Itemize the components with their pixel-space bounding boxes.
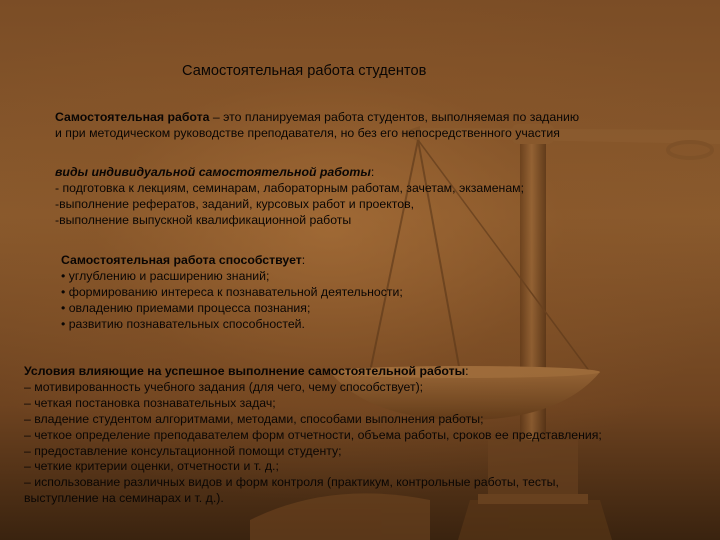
conditions-item: выступление на семинарах и т. д.).: [24, 491, 224, 506]
conditions-item: – четкое определение преподавателем форм отчетности, объема работы, сроков ее представления;: [24, 427, 602, 442]
definition-text-2: и при методическом руководстве преподавателя, но без его непосредственного участия: [55, 125, 560, 140]
conditions-item: – использование различных видов и форм контроля (практикум, контрольные работы, тесты,: [24, 475, 559, 490]
conditions-item: – мотивированность учебного задания (для чего, чему способствует);: [24, 379, 424, 394]
promotes-heading-line: [61, 253, 403, 269]
promotes-item: • развитию познавательных способностей.: [61, 316, 305, 331]
types-item: -выполнение выпускной квалификационной работы: [55, 212, 352, 227]
definition-block: [55, 110, 579, 142]
conditions-heading: Условия влияющие на успешное выполнение самостоятельной работы: [24, 364, 466, 378]
types-item: - подготовка к лекциям, семинарам, лабораторным работам, зачетам, экзаменам;: [55, 180, 525, 195]
promotes-heading-suffix: :: [301, 253, 306, 267]
definition-term: Самостоятельная работа: [55, 110, 210, 124]
promotes-block: [61, 253, 403, 333]
promotes-item: • формированию интереса к познавательной деятельности;: [61, 284, 403, 299]
conditions-heading-line: [24, 364, 602, 380]
conditions-block: [24, 364, 602, 507]
conditions-item: – предоставление консультационной помощи студенту;: [24, 443, 342, 458]
definition-text-1: – это планируемая работа студентов, выполняемая по заданию: [209, 110, 580, 124]
promotes-item: • углублению и расширению знаний;: [61, 268, 270, 283]
conditions-item: – четкие критерии оценки, отчетности и т. д.;: [24, 459, 279, 474]
types-heading: виды индивидуальной самостоятельной работы: [55, 165, 371, 179]
types-heading-line: [55, 165, 524, 181]
conditions-heading-suffix: :: [465, 364, 469, 378]
conditions-item: – владение студентом алгоритмами, методами, способами выполнения работы;: [24, 411, 484, 426]
promotes-heading: Самостоятельная работа способствует: [61, 253, 302, 267]
types-block: [55, 165, 524, 229]
types-heading-suffix: :: [370, 165, 375, 179]
conditions-item: – четкая постановка познавательных задач;: [24, 395, 276, 410]
types-item: -выполнение рефератов, заданий, курсовых работ и проектов,: [55, 196, 415, 211]
definition-line-1: [55, 110, 579, 126]
promotes-item: • овладению приемами процесса познания;: [61, 300, 311, 315]
slide-title: Самостоятельная работа студентов: [182, 63, 427, 79]
